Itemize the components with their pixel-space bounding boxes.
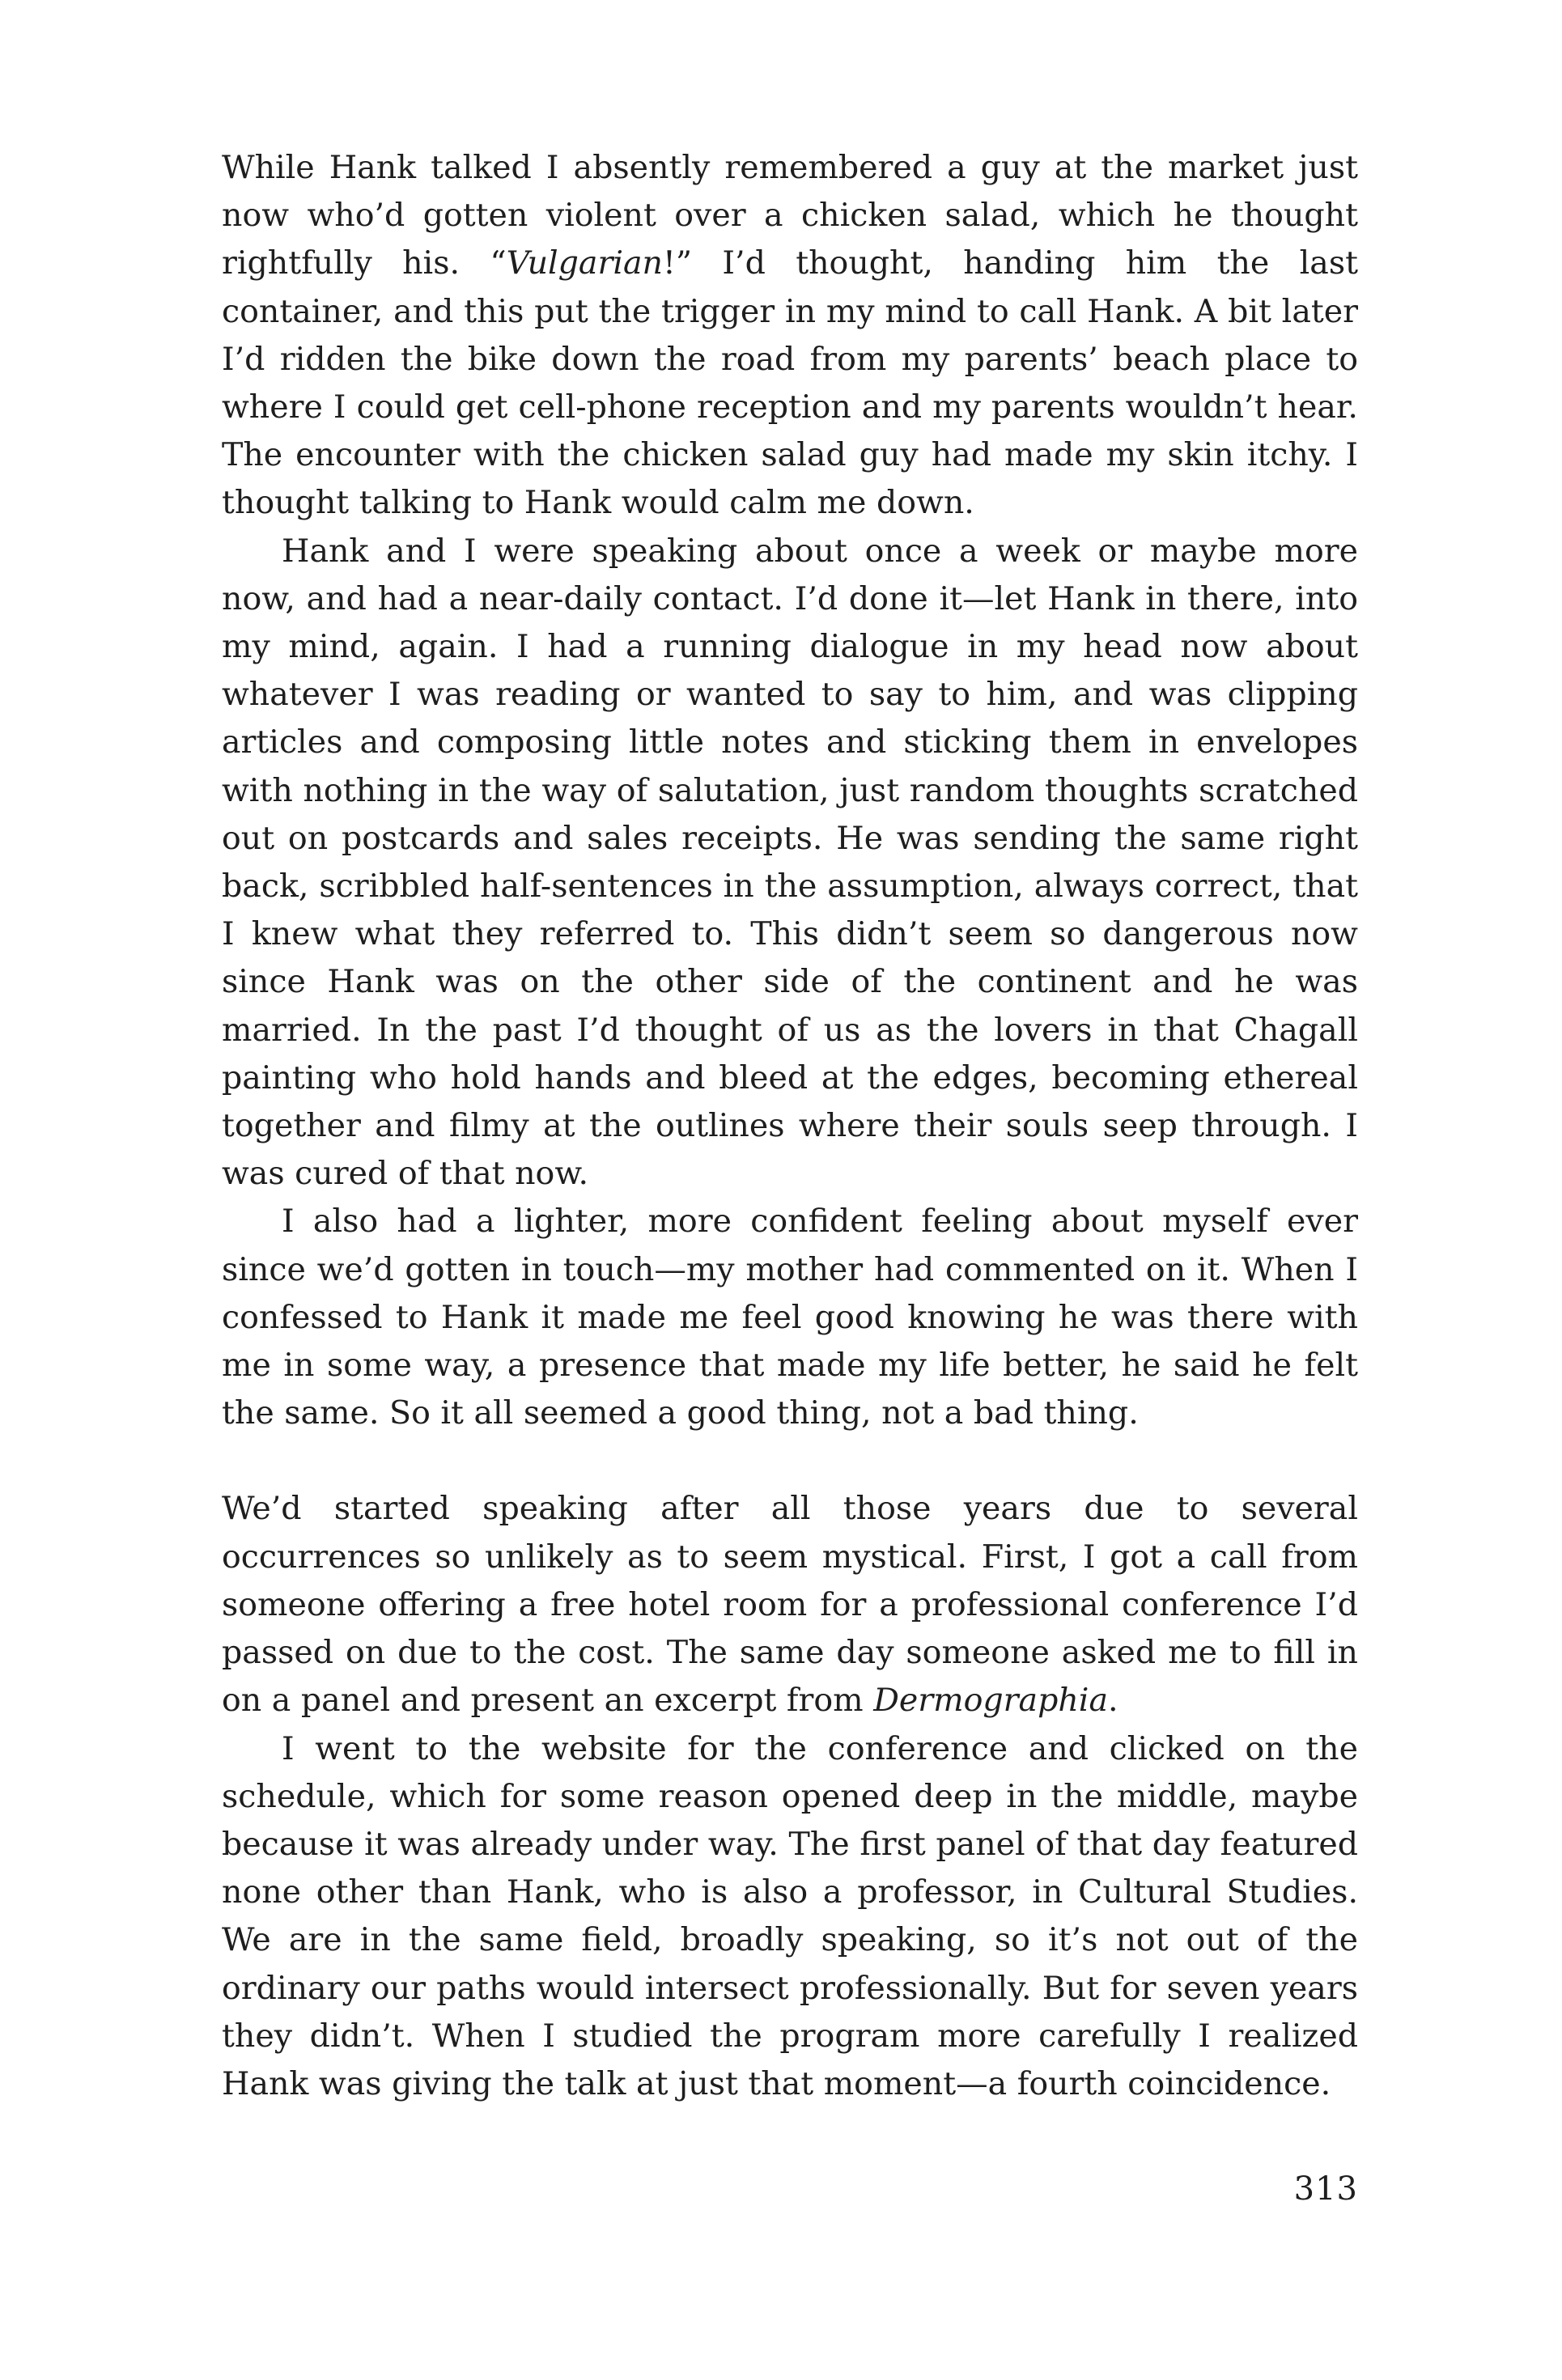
paragraph-1-text: While Hank talked I absently remembered a guy at the market just now who’d gotten violent over a chicken salad, which he thought rightfully his. “: [222, 149, 1358, 282]
paragraph-3-text: I also had a lighter, more confident feeling about myself ever since we’d gotten in touch—my mother had commented on it. When I confessed to Hank it made me feel good knowing he was there with me in some way, a presence that made my life better, he said he felt the same. So it all seemed a good thing, not a bad thing.: [222, 1203, 1358, 1432]
paragraph-4-text: We’d started speaking after all those years due to several occurrences so unlikely as to seem mystical. First, I got a call from someone offering a free hotel room for a professional conference I’d passed on due to the cost. The same day someone asked me to fill in on a panel and present an excerpt from: [222, 1490, 1358, 1720]
paragraph-3: [222, 1198, 1358, 1437]
page-number: 313: [1293, 2170, 1358, 2208]
paragraph-4-italic: Dermographia: [873, 1682, 1108, 1720]
paragraph-1-text-end: !” I’d thought, handing him the last container, and this put the trigger in my mind to call Hank. A bit later I’d ridden the bike down the road from my parents’ beach place to where I could get cell-phone reception and my parents wouldn’t hear. The encounter with the chicken salad guy had made my skin itchy. I thought talking to Hank would calm me down.: [222, 244, 1358, 522]
paragraph-5: [222, 1725, 1358, 2109]
paragraph-5-text: I went to the website for the conference and clicked on the schedule, which for some reason opened deep in the middle, maybe because it was already under way. The first panel of that day featured none other than Hank, who is also a professor, in Cultural Studies. We are in the same field, broadly speaking, so it’s not out of the ordinary our paths would intersect professionally. But for seven years they didn’t. When I studied the program more carefully I realized Hank was giving the talk at just that moment—a fourth coincidence.: [222, 1729, 1358, 2102]
paragraph-2: [222, 528, 1358, 1198]
body-text: [222, 144, 1358, 2108]
paragraph-4-text-end: .: [1108, 1682, 1118, 1720]
paragraph-2-text: Hank and I were speaking about once a week or maybe more now, and had a near-daily contact. I’d done it—let Hank in there, into my mind, again. I had a running dialogue in my head now about whatever I was reading or wanted to say to him, and was clipping articles and composing little notes and sticking them in envelopes with nothing in the way of salutation, just random thoughts scratched out on postcards and sales receipts. He was sending the same right back, scribbled half-sentences in the assumption, always correct, that I knew what they referred to. This didn’t seem so dangerous now since Hank was on the other side of the continent and he was married. In the past I’d thought of us as the lovers in that Chagall painting who hold hands and bleed at the edges, becoming ethereal together and filmy at the outlines where their souls seep through. I was cured of that now.: [222, 532, 1358, 1193]
section-break: [222, 1437, 1358, 1485]
paragraph-1: [222, 144, 1358, 528]
paragraph-1-italic: Vulgarian: [506, 244, 663, 282]
paragraph-4: [222, 1485, 1358, 1725]
